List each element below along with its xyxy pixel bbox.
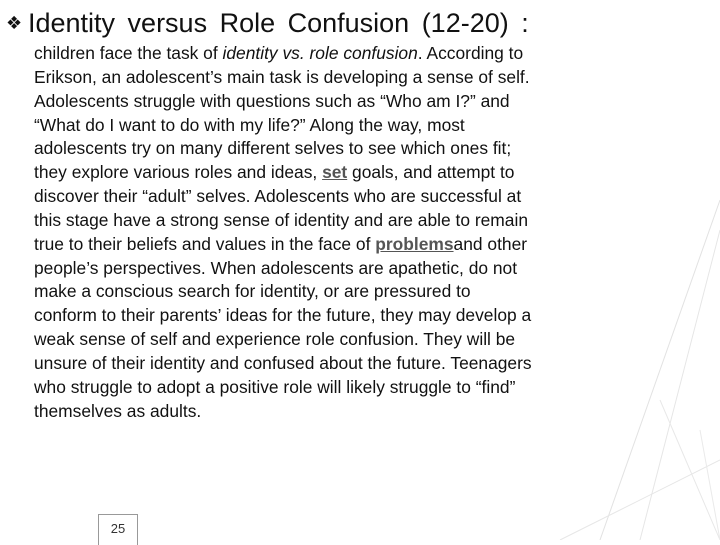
- body-line: adolescents try on many different selves to see which ones fit;: [34, 138, 512, 159]
- body-line: this stage have a strong sense of identity and are able to remain: [34, 209, 529, 230]
- set-link[interactable]: set: [322, 162, 348, 183]
- page-number: 25: [110, 521, 126, 536]
- body-line: make a conscious search for identity, or are pressured to: [34, 281, 471, 302]
- slide-title-text: Identity versus Role Confusion (12-20) :: [28, 8, 529, 38]
- body-line: they explore various roles and ideas, set goals, and attempt to: [34, 162, 515, 183]
- body-line: Erikson, an adolescent’s main task is developing a sense of self.: [34, 66, 530, 87]
- body-line: Adolescents struggle with questions such as “Who am I?” and: [34, 90, 510, 111]
- body-line: unsure of their identity and confused about the future. Teenagers: [34, 352, 532, 373]
- body-line: children face the task of identity vs. role confusion. According to: [34, 43, 524, 63]
- body-line: discover their “adult” selves. Adolescents who are successful at: [34, 186, 522, 207]
- body-line: conform to their parents’ ideas for the future, they may develop a: [34, 305, 532, 326]
- diamond-bullet-icon: ❖: [6, 13, 23, 33]
- body-line: “What do I want to do with my life?” Along the way, most: [34, 114, 465, 135]
- problems-link[interactable]: problems: [375, 233, 454, 254]
- slide-title: [6, 8, 529, 38]
- body-line: true to their beliefs and values in the face of problemsand other: [34, 233, 528, 254]
- body-line: themselves as adults.: [34, 400, 202, 421]
- body-line: weak sense of self and experience role confusion. They will be: [34, 329, 516, 350]
- body-paragraph: [34, 42, 614, 424]
- italic-term: identity vs. role confusion: [222, 43, 418, 63]
- page-number-box: [98, 514, 138, 545]
- body-line: who struggle to adopt a positive role will likely struggle to “find”: [34, 376, 516, 397]
- body-line: people’s perspectives. When adolescents are apathetic, do not: [34, 257, 518, 278]
